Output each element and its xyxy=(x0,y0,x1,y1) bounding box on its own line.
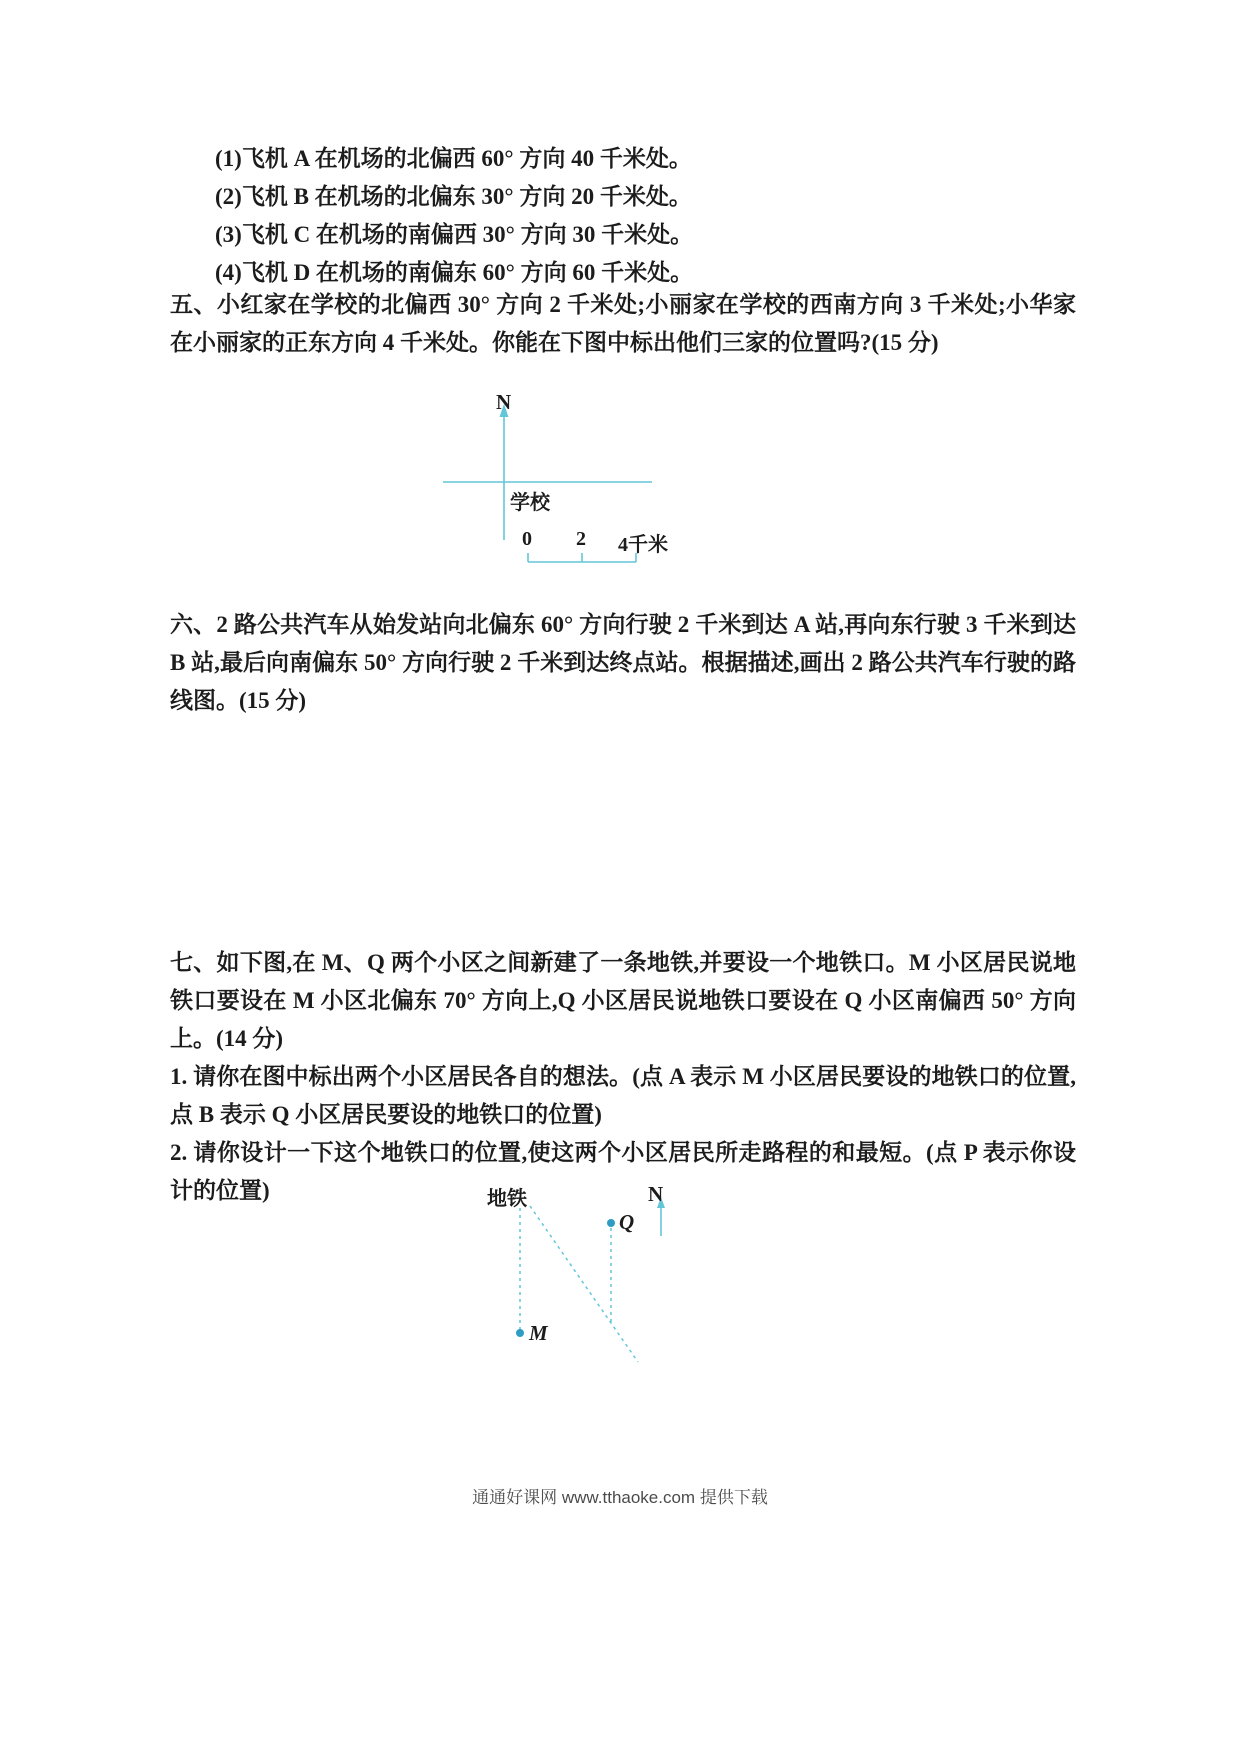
section-5-text: 五、小红家在学校的北偏西 30° 方向 2 千米处;小丽家在学校的西南方向 3 千米处;小华家在小丽家的正东方向 4 千米处。你能在下图中标出他们三家的位置吗?(15 分) xyxy=(170,292,1076,355)
scale-number-0: 0 xyxy=(522,528,532,550)
diagram2-north-label: N xyxy=(648,1182,664,1206)
point-m-label: M xyxy=(529,1321,548,1345)
point-m-dot xyxy=(516,1329,524,1337)
section-7-block xyxy=(170,944,1076,1210)
section-7-question-1: 1. 请你在图中标出两个小区居民各自的想法。(点 A 表示 M 小区居民要设的地铁口的位置,点 B 表示 Q 小区居民要设的地铁口的位置) xyxy=(170,1064,1076,1127)
school-compass-lines xyxy=(440,390,730,580)
subway-label: 地铁 xyxy=(487,1188,527,1210)
section-6-text: 六、2 路公共汽车从始发站向北偏东 60° 方向行驶 2 千米到达 A 站,再向东行驶 3 千米到达 B 站,最后向南偏东 50° 方向行驶 2 千米到达终点站。根据描述,画出 2 路公共汽车行驶的路线图。(15 分) xyxy=(170,612,1076,713)
plane-item-4: (4)飞机 D 在机场的南偏东 60° 方向 60 千米处。 xyxy=(215,260,694,285)
plane-items-list xyxy=(215,140,1075,292)
section-7-question-2: 2. 请你设计一下这个地铁口的位置,使这两个小区居民所走路程的和最短。(点 P 表示你设计的位置) xyxy=(170,1140,1076,1203)
point-q-dot xyxy=(607,1219,615,1227)
plane-item-2: (2)飞机 B 在机场的北偏东 30° 方向 20 千米处。 xyxy=(215,184,692,209)
plane-item-1: (1)飞机 A 在机场的北偏西 60° 方向 40 千米处。 xyxy=(215,146,692,171)
footer-site-credit: 通通好课网 www.tthaoke.com 提供下载 xyxy=(472,1488,768,1507)
subway-diagram xyxy=(480,1182,760,1382)
diagram1-north-label: N xyxy=(496,390,512,414)
section-7-intro: 七、如下图,在 M、Q 两个小区之间新建了一条地铁,并要设一个地铁口。M 小区居民说地铁口要设在 M 小区北偏东 70° 方向上,Q 小区居民说地铁口要设在 Q 小区南偏西 50° 方向上。(14 分) xyxy=(170,950,1076,1051)
point-q-label: Q xyxy=(619,1210,635,1234)
scale-number-4km: 4千米 xyxy=(618,534,668,556)
scale-number-2: 2 xyxy=(576,528,586,550)
school-compass-diagram xyxy=(440,390,730,580)
plane-item-3: (3)飞机 C 在机场的南偏西 30° 方向 30 千米处。 xyxy=(215,222,694,247)
school-label: 学校 xyxy=(510,492,550,514)
